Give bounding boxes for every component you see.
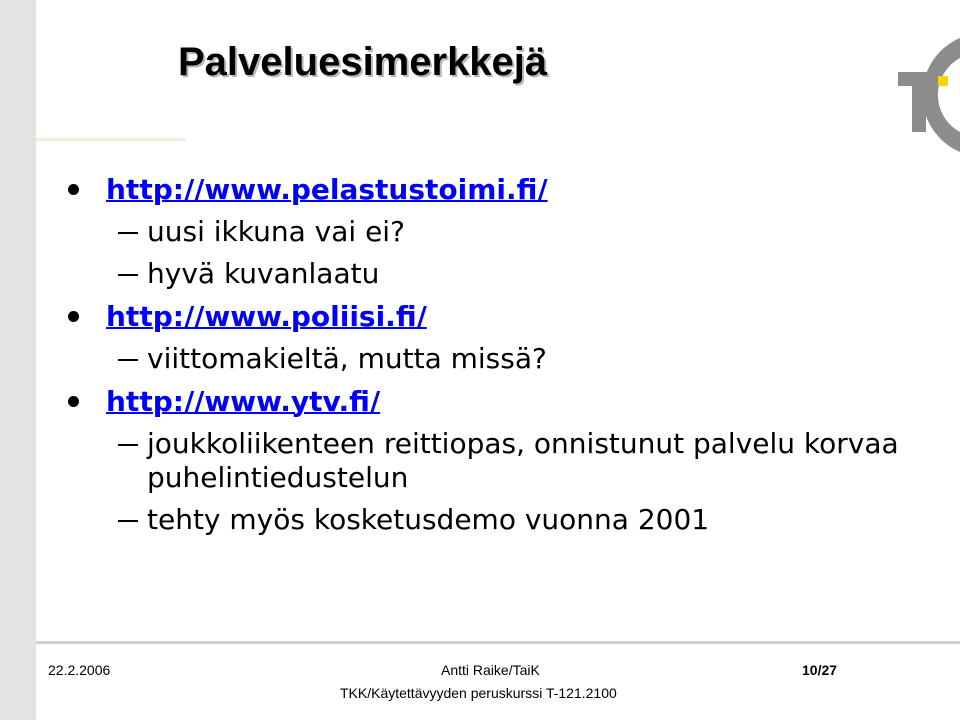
sub-item-text: uusi ikkuna vai ei? [147,215,405,248]
sub-item-text: joukkoliikenteen reittiopas, onnistunut palvelu korvaa puhelintiedustelun [147,427,899,494]
sub-item [66,211,946,253]
dash-icon [118,274,138,276]
side-strip [0,0,36,720]
dash-icon [118,232,138,234]
dash-icon [118,444,138,446]
sub-item-text: tehty myös kosketusdemo vuonna 2001 [147,503,710,536]
list-item [66,380,946,423]
tkk-logo-icon [880,30,960,160]
sub-item [66,338,946,380]
footer-author: Antti Raike/TaiK [441,662,540,678]
footer-course: TKK/Käytettävyyden peruskurssi T-121.2100 [340,685,617,701]
page-number: 10/27 [802,662,838,678]
sub-item [66,423,946,499]
title-rule [36,138,186,141]
footer-rule [36,641,960,644]
link-pelastustoimi[interactable]: http://www.pelastustoimi.fi/ [106,173,548,206]
list-item [66,168,946,211]
bullet-list [66,168,946,541]
slide-title: Palveluesimerkkejä [178,40,548,84]
bullet-icon [68,396,79,407]
sub-item-text: hyvä kuvanlaatu [147,257,380,290]
bullet-icon [68,311,79,322]
sub-item [66,499,946,541]
sub-item-text: viittomakieltä, mutta missä? [147,342,547,375]
dash-icon [118,520,138,522]
sub-item [66,253,946,295]
link-poliisi[interactable]: http://www.poliisi.fi/ [106,300,427,333]
link-ytv[interactable]: http://www.ytv.fi/ [106,385,381,418]
bullet-icon [68,184,79,195]
dash-icon [118,359,138,361]
list-item [66,295,946,338]
footer-date: 22.2.2006 [48,662,111,678]
